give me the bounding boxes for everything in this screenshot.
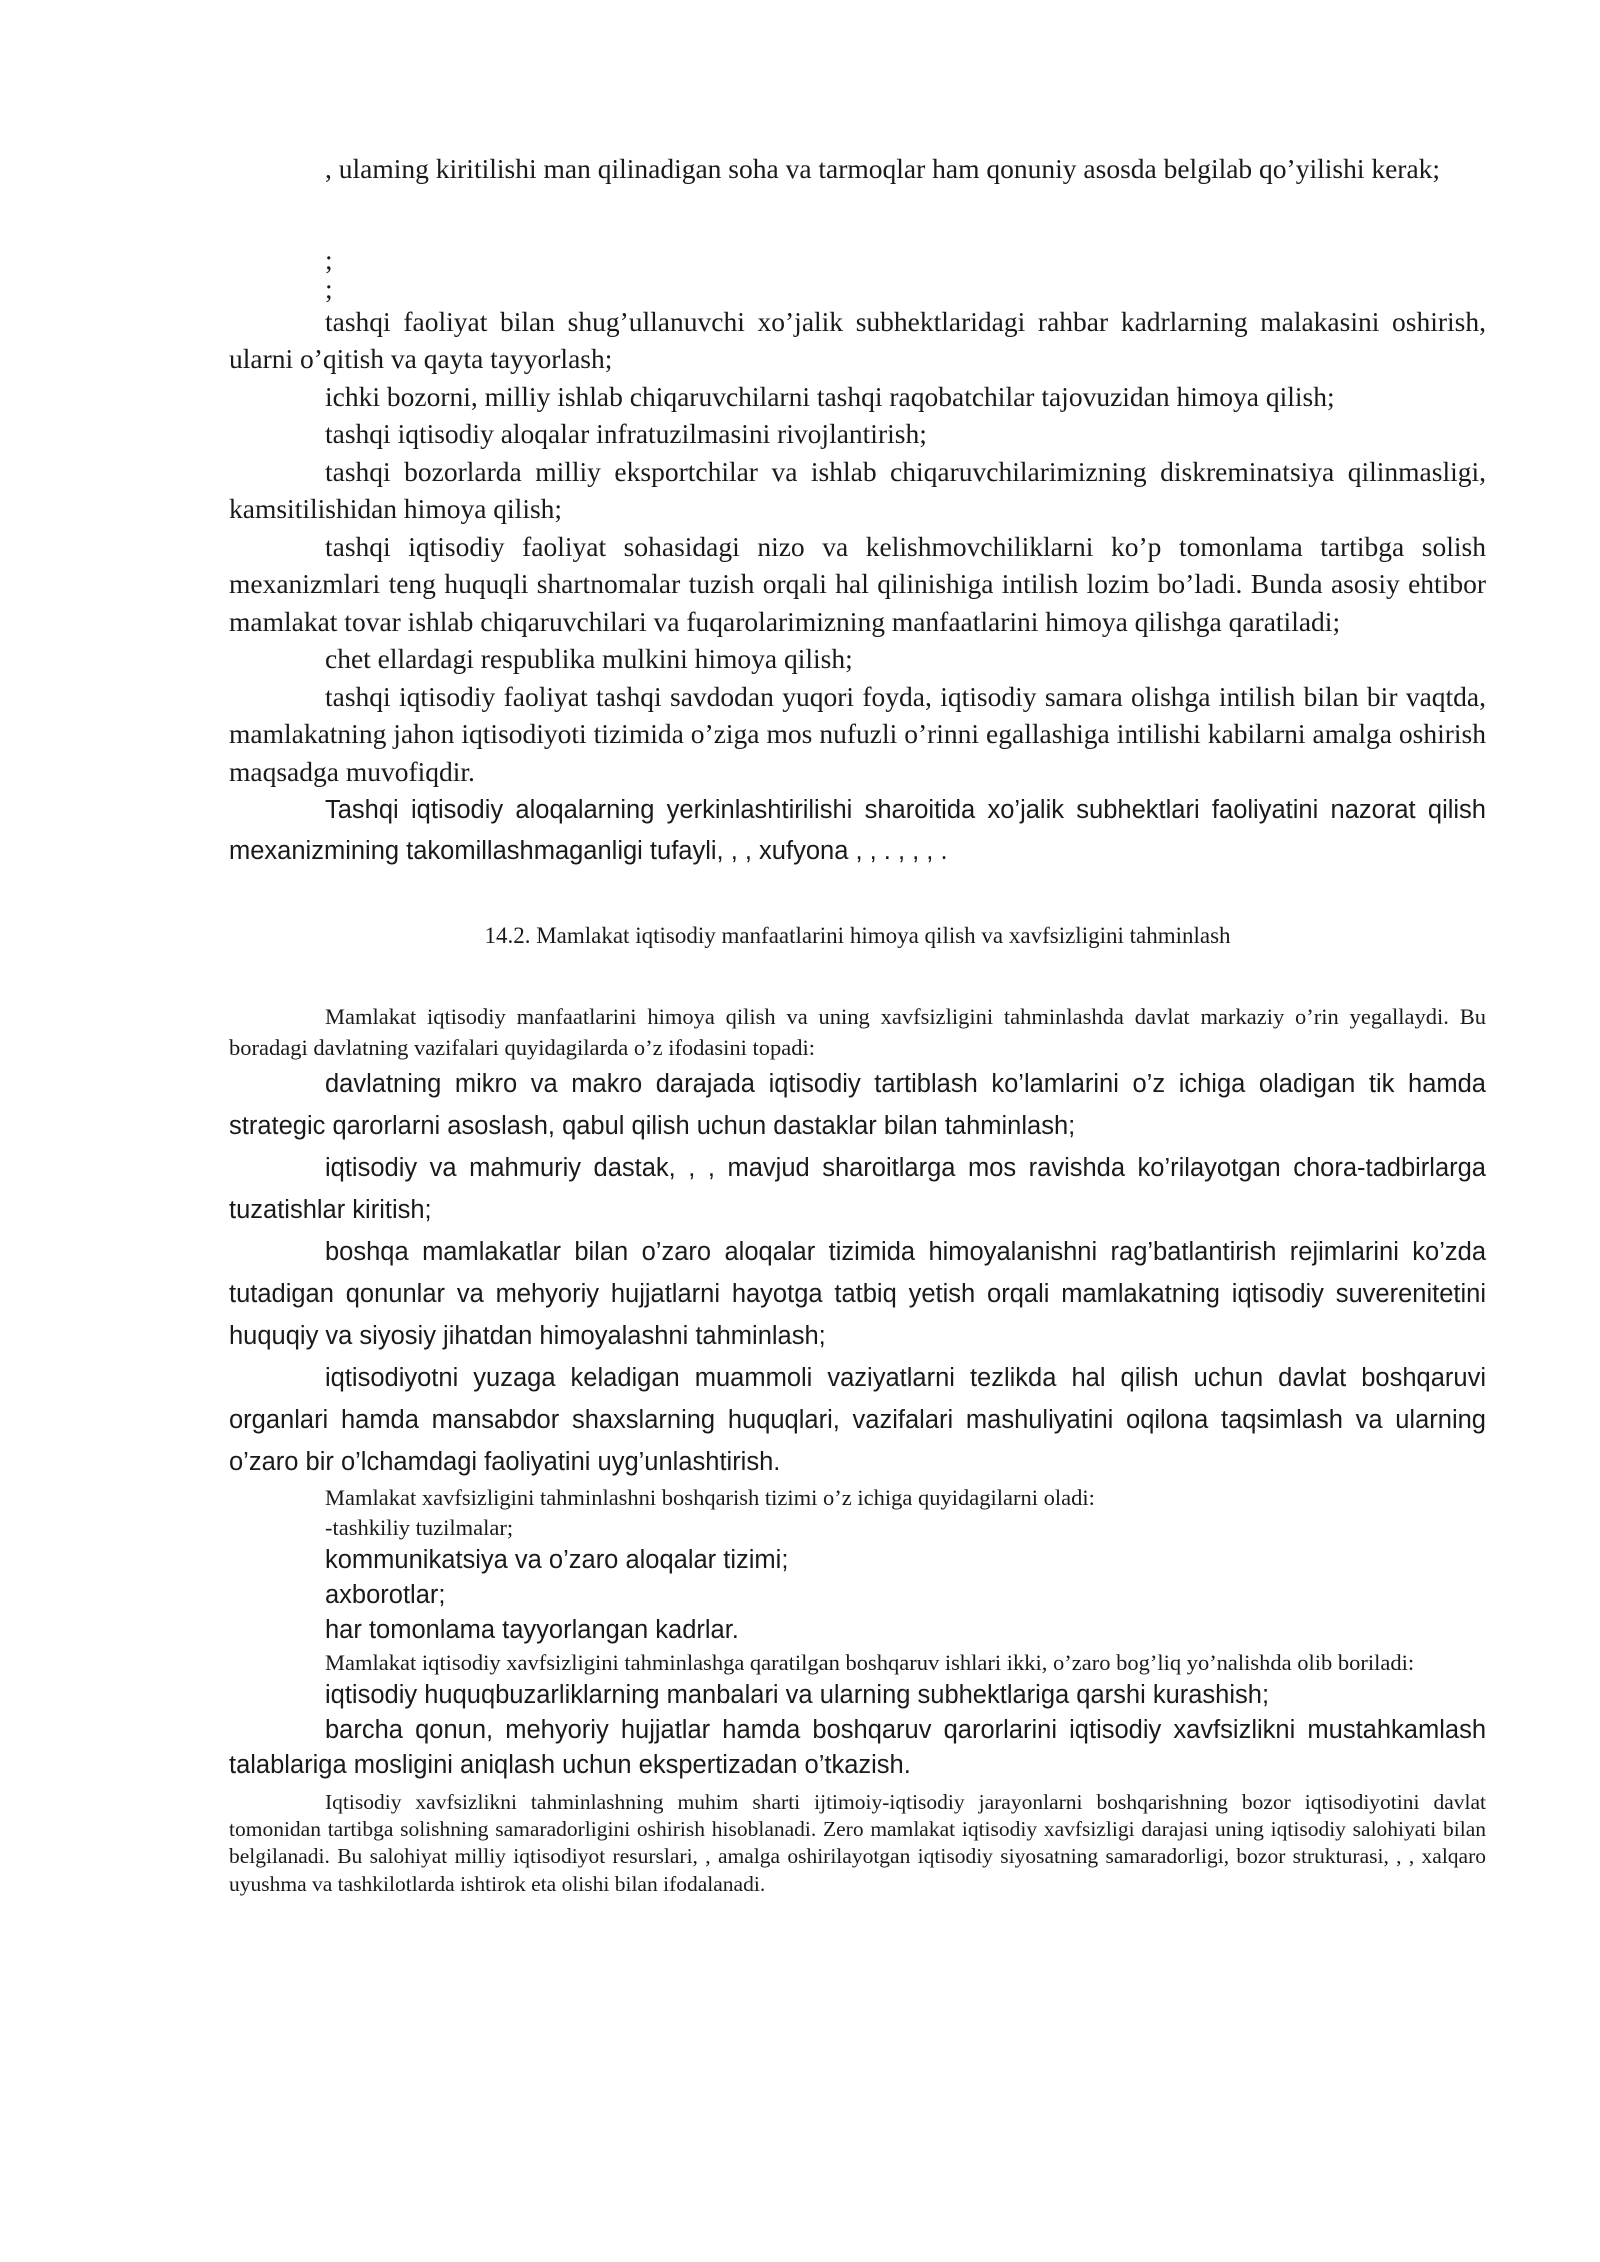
document-page (229, 150, 1486, 1898)
blank-gap (229, 872, 1486, 921)
paragraph-expertise: barcha qonun, mehyoriy hujjatlar hamda boshqaruv qarorlarini iqtisodiy xavfsizlikni mustahkamlash talablariga mosligini aniqlash uchun ekspertizadan o’tkazish. (229, 1716, 1486, 1779)
semicolon-line-2: ; (325, 272, 333, 304)
semicolon-line-1: ; (325, 243, 333, 275)
paragraph-disputes: tashqi iqtisodiy faoliyat sohasidagi nizo va kelishmovchiliklarni ko’p tomonlama tartibga solish mexanizmlari teng huquqli shartnomalar tuzish orqali hal qilinishiga intilish lozim bo’ladi. Bunda asosiy ehtibor mamlakat tovar ishlab chiqaruvchilari va fuqarolarimizning manfaatlarini himoya qilishga qaratiladi; (229, 530, 1486, 637)
paragraph-sovereignty: boshqa mamlakatlar bilan o’zaro aloqalar tizimida himoyalanishni rag’batlantirish rejimlarini ko’zda tutadigan qonunlar va mehyoriy hujjatlarni hayotga tatbiq yetish orqali mamlakatning iqtisodiy suverenitetini huquqiy va siyosiy jihatdan himoyalashni tahminlash; (229, 1238, 1486, 1350)
paragraph-property-abroad: chet ellardagi respublika mulkini himoya qilish; (325, 643, 853, 674)
paragraph-security-system: Mamlakat xavfsizligini tahminlashni boshqarish tizimi o’z ichiga quyidagilarni oladi: (325, 1485, 1095, 1510)
section-heading: 14.2. Mamlakat iqtisodiy manfaatlarini himoya qilish va xavfsizligini tahminlash (484, 923, 1231, 948)
paragraph-liberalization: Tashqi iqtisodiy aloqalarning yerkinlashtirilishi sharoitida xo’jalik subhektlari faoliyatini nazorat qilish mexanizmining takomillashmaganligi tufayli, , , xufyona , , . , , , . (229, 796, 1486, 865)
paragraph-infrastructure: tashqi iqtisodiy aloqalar infratuzilmasini rivojlantirish; (325, 418, 927, 449)
paragraph-intro: , ulaming kiritilishi man qilinadigan soha va tarmoqlar ham qonuniy asosda belgilab qo’yilishi kerak; (325, 153, 1441, 184)
paragraph-fight-offenses: iqtisodiy huquqbuzarliklarning manbalari va ularning subhektlariga qarshi kurashish; (325, 1681, 1270, 1709)
paragraph-profit-goal: tashqi iqtisodiy faoliyat tashqi savdodan yuqori foyda, iqtisodiy samara olishga intilish bilan bir vaqtda, mamlakatning jahon iqtisodiyoti tizimida o’ziga mos nufuzli o’rinni egallashiga intilishi kabilarni amalga oshirish maqsadga muvofiqdir. (229, 680, 1486, 787)
list-item-structures: -tashkiliy tuzilmalar; (325, 1515, 514, 1540)
list-item-communication: kommunikatsiya va o’zaro aloqalar tizimi; (325, 1546, 789, 1574)
paragraph-governance: iqtisodiyotni yuzaga keladigan muammoli vaziyatlarni tezlikda hal qilish uchun davlat boshqaruvi organlari hamda mansabdor shaxslarning huquqlari, vazifalari mashuliyatini oqilona taqsimlash va ularning o’zaro bir o’lchamdagi faoliyatini uyg’unlashtirish. (229, 1364, 1486, 1476)
paragraph-domestic-market: ichki bozorni, milliy ishlab chiqaruvchilarni tashqi raqobatchilar tajovuzidan himoya qilish; (325, 380, 1335, 412)
paragraph-two-directions: Mamlakat iqtisodiy xavfsizligini tahminlashga qaratilgan boshqaruv ishlari ikki, o’zaro bog’liq yo’nalishda olib boriladi: (325, 1650, 1415, 1675)
paragraph-managers-training: tashqi faoliyat bilan shug’ullanuvchi xo’jalik subhektlaridagi rahbar kadrlarning malakasini oshirish, ularni o’qitish va qayta tayyorlash; (229, 305, 1486, 374)
paragraph-key-condition: Iqtisodiy xavfsizlikni tahminlashning muhim sharti ijtimoiy-iqtisodiy jarayonlarni boshqarishning bozor iqtisodiyotini davlat tomonidan tartibga solishning samaradorligini oshirish hisoblanadi. Zero mamlakat iqtisodiy xavfsizligi darajasi uning iqtisodiy salohiyati bilan belgilanadi. Bu salohiyat milliy iqtisodiyot resurslari, , amalga oshirilayotgan iqtisodiy siyosatning samaradorligi, bozor strukturasi, , , xalqaro uyushma va tashkilotlarda ishtirok eta olishi bilan ifodalanadi. (229, 1790, 1486, 1896)
list-item-personnel: har tomonlama tayyorlangan kadrlar. (325, 1616, 739, 1644)
paragraph-micro-macro: davlatning mikro va makro darajada iqtisodiy tartiblash ko’lamlarini o’z ichiga oladigan tik hamda strategic qarorlarni asoslash, qabul qilish uchun dastaklar bilan tahminlash; (229, 1070, 1486, 1140)
paragraph-adjustments: iqtisodiy va mahmuriy dastak, , , mavjud sharoitlarga mos ravishda ko’rilayotgan chora-tadbirlarga tuzatishlar kiritish; (229, 1154, 1486, 1224)
blank-gap (229, 188, 1486, 245)
blank-gap (229, 951, 1486, 1001)
list-item-information: axborotlar; (325, 1581, 446, 1609)
paragraph-exporters: tashqi bozorlarda milliy eksportchilar va ishlab chiqaruvchilarimizning diskreminatsiya qilinmasligi, kamsitilishidan himoya qilish; (229, 455, 1486, 524)
paragraph-state-role: Mamlakat iqtisodiy manfaatlarini himoya qilish va uning xavfsizligini tahminlashda davlat markaziy o’rin yegallaydi. Bu boradagi davlatning vazifalari quyidagilarda o’z ifodasini topadi: (229, 1004, 1486, 1060)
